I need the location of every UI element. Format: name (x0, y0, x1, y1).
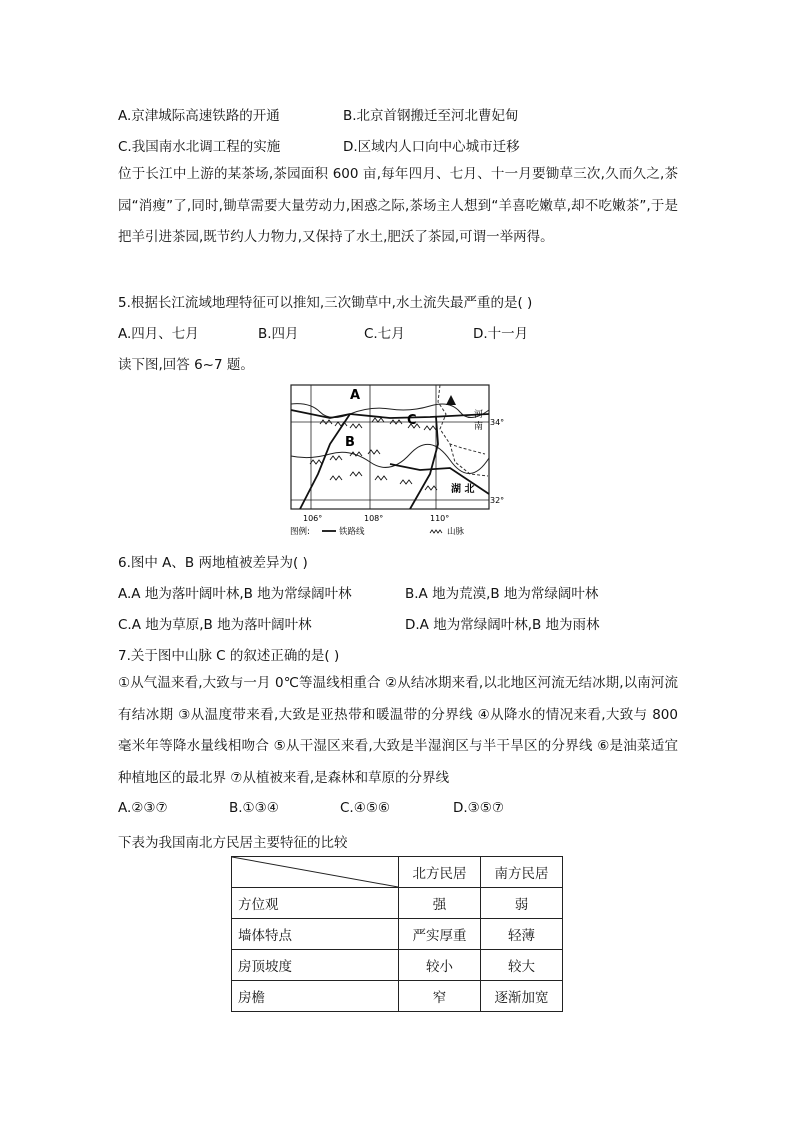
map-label-a: A (350, 388, 361, 403)
q5-option-c: C.七月 (364, 326, 405, 342)
rivers (291, 404, 489, 474)
lat-label-34: 34° (490, 418, 505, 427)
table-header-row (232, 857, 563, 888)
diagonal-divider (232, 857, 398, 887)
map-label-c: C (407, 413, 417, 428)
table-cell-north: 强 (399, 888, 481, 919)
map-label-he: 河 (474, 410, 484, 420)
legend-mountain-swatch (430, 530, 442, 533)
read-map-instruction: 读下图,回答 6~7 题。 (118, 357, 254, 373)
map-label-nan: 南 (474, 422, 484, 432)
lat-label-32: 32° (490, 496, 505, 505)
table-row-label: 房顶坡度 (232, 950, 399, 981)
q4-option-b: B.北京首钢搬迁至河北曹妃甸 (343, 108, 519, 124)
table-row-label: 墙体特点 (232, 919, 399, 950)
legend-prefix: 图例: (290, 527, 310, 537)
table-row (232, 981, 563, 1012)
map-label-hubei: 湖 北 (451, 484, 475, 495)
q7-option-d: D.③⑤⑦ (453, 800, 504, 816)
table-cell-south: 较大 (481, 950, 563, 981)
q6-option-b: B.A 地为荒漠,B 地为常绿阔叶林 (405, 586, 599, 602)
q7-stem: 7.关于图中山脉 C 的叙述正确的是( ) (118, 648, 340, 664)
legend-mountain-label: 山脉 (447, 527, 465, 537)
table-intro: 下表为我国南北方民居主要特征的比较 (118, 835, 348, 851)
q5-option-b: B.四月 (258, 326, 299, 342)
lon-label-108: 108° (364, 514, 384, 523)
q6-option-c: C.A 地为草原,B 地为落叶阔叶林 (118, 617, 312, 633)
q7-option-a: A.②③⑦ (118, 800, 168, 816)
table-row-label: 房檐 (232, 981, 399, 1012)
table-cell-south: 逐渐加宽 (481, 981, 563, 1012)
table-header-south: 南方民居 (481, 857, 563, 888)
map-label-b: B (345, 435, 355, 450)
q7-option-b: B.①③④ (229, 800, 279, 816)
table-row (232, 950, 563, 981)
table-row (232, 919, 563, 950)
table-cell-north: 较小 (399, 950, 481, 981)
table-cell-south: 弱 (481, 888, 563, 919)
q7-statements: ①从气温来看,大致与一月 0℃等温线相重合 ②从结冰期来看,以北地区河流无结冰期,以南河流有结冰期 ③从温度带来看,大致是亚热带和暖温带的分界线 ④从降水的情况来看,大致与 800 毫米年等降水量线相吻合 ⑤从干湿区来看,大致是半湿润区与半干旱区的分界线 ⑥是油菜适宜种植地区的最北界 ⑦从植被来看,是森林和草原的分界线 (118, 675, 678, 786)
dwelling-comparison-table (231, 856, 563, 1012)
legend-rail-label: 铁路线 (339, 527, 365, 537)
q6-option-d: D.A 地为常绿阔叶林,B 地为雨林 (405, 617, 600, 633)
mountain-peak-icon (446, 395, 456, 405)
region-map (290, 384, 505, 538)
q5-option-a: A.四月、七月 (118, 326, 199, 342)
q5-option-d: D.十一月 (473, 326, 529, 342)
table-corner-cell (232, 857, 399, 888)
q4-option-a: A.京津城际高速铁路的开通 (118, 108, 280, 124)
table-cell-south: 轻薄 (481, 919, 563, 950)
lon-label-110: 110° (430, 514, 450, 523)
q6-stem: 6.图中 A、B 两地植被差异为( ) (118, 555, 308, 571)
table-header-north: 北方民居 (399, 857, 481, 888)
table-cell-north: 严实厚重 (399, 919, 481, 950)
q4-option-c: C.我国南水北调工程的实施 (118, 139, 281, 155)
table-row-label: 方位观 (232, 888, 399, 919)
tea-passage: 位于长江中上游的某茶场,茶园面积 600 亩,每年四月、七月、十一月要锄草三次,久而久之,茶园“消瘦”了,同时,锄草需要大量劳动力,困惑之际,茶场主人想到“羊喜吃嫩草,却不吃嫩茶”,于是把羊引进茶园,既节约人力物力,又保持了水土,肥沃了茶园,可谓一举两得。 (118, 166, 678, 245)
table-row (232, 888, 563, 919)
q5-stem: 5.根据长江流域地理特征可以推知,三次锄草中,水土流失最严重的是( ) (118, 295, 533, 311)
q4-option-d: D.区域内人口向中心城市迁移 (343, 139, 520, 155)
lon-label-106: 106° (303, 514, 323, 523)
q7-option-c: C.④⑤⑥ (340, 800, 391, 816)
table-cell-north: 窄 (399, 981, 481, 1012)
q6-option-a: A.A 地为落叶阔叶林,B 地为常绿阔叶林 (118, 586, 352, 602)
